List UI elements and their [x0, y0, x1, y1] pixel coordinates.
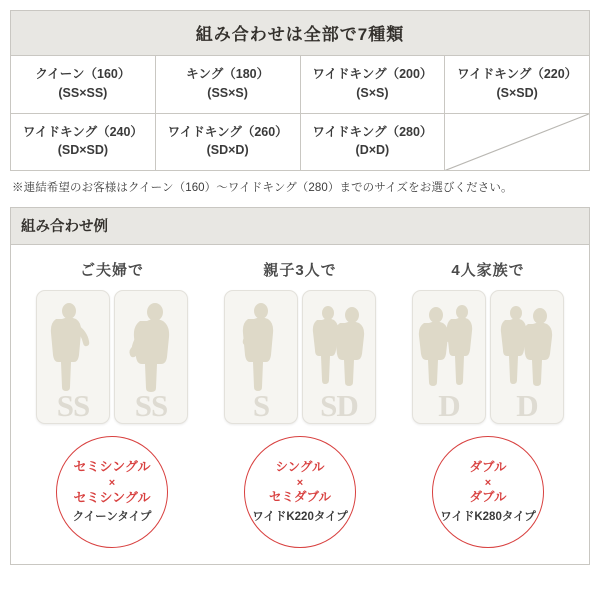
- table-cell: [301, 114, 446, 171]
- table-cell: [301, 56, 446, 113]
- bed-letter: S: [252, 388, 270, 424]
- bed-card: [224, 290, 298, 424]
- table-note: ※連結希望のお客様はクイーン（160）〜ワイドキング（280）までのサイズをお選びください。: [12, 182, 513, 194]
- combo-type-label: ワイドK280タイプ: [440, 510, 536, 523]
- table-cell-line1: ワイドキング（260）: [167, 124, 288, 139]
- table-cell: [156, 114, 301, 171]
- table-cell: [156, 56, 301, 113]
- parent-child-figure-icon: [308, 299, 370, 395]
- combo-bottom-label: セミダブル: [268, 490, 331, 504]
- parent-child-figure-icon: [418, 299, 480, 395]
- adult-male-figure-icon: [121, 299, 181, 395]
- example-heading: 親子3人で: [263, 262, 337, 280]
- bed-card: [412, 290, 486, 424]
- combo-type-label: ワイドK220タイプ: [252, 510, 348, 523]
- combo-times-symbol: ×: [484, 476, 492, 489]
- example-item: [395, 259, 581, 548]
- combination-table: [10, 10, 590, 171]
- combo-circle: [56, 436, 168, 548]
- adult-figure-icon: [235, 299, 287, 395]
- combo-circle-wrap: [207, 436, 393, 548]
- table-row: [11, 114, 589, 172]
- table-cell-empty: [445, 114, 589, 171]
- example-heading: ご夫婦で: [79, 262, 144, 280]
- table-cell-line1: ワイドキング（240）: [22, 124, 143, 139]
- bed-card: [302, 290, 376, 424]
- combo-top-label: セミシングル: [73, 459, 151, 475]
- table-cell: [11, 114, 156, 171]
- combo-circle: [244, 436, 356, 548]
- combo-circle-wrap: [19, 436, 205, 548]
- table-row: [11, 56, 589, 114]
- combo-top-label: ダブル: [469, 460, 507, 475]
- diagonal-strike-icon: [445, 114, 589, 171]
- table-cell-line2: (SS×S): [207, 85, 248, 100]
- bed-letter: D: [516, 388, 538, 424]
- bed-card: [114, 290, 188, 424]
- bed-letter: SD: [320, 388, 358, 424]
- bed-group: [207, 290, 393, 424]
- combo-bottom-label: ダブル: [469, 490, 507, 504]
- table-cell-line2: (S×S): [356, 85, 389, 100]
- bed-group: [19, 290, 205, 424]
- combo-top-label: シングル: [275, 460, 325, 475]
- bed-letter: SS: [56, 388, 90, 424]
- bed-group: [395, 290, 581, 424]
- parent-child-figure-icon: [496, 299, 558, 395]
- combo-type-label: クイーンタイプ: [72, 511, 152, 524]
- combination-table-title: 組み合わせは全部で7種類: [11, 11, 589, 56]
- adult-female-figure-icon: [45, 299, 101, 395]
- combo-circle-wrap: [395, 436, 581, 548]
- combo-bottom-label: セミシングル: [73, 490, 151, 505]
- table-cell-line2: (SD×D): [206, 143, 249, 158]
- bed-card: [36, 290, 110, 424]
- table-cell-line2: (D×D): [355, 143, 390, 158]
- table-cell: [11, 56, 156, 113]
- examples-list: [11, 245, 589, 564]
- table-cell-line1: ワイドキング（220）: [457, 67, 578, 81]
- page-root: [0, 10, 600, 610]
- bed-card: [490, 290, 564, 424]
- bed-letter: SS: [134, 388, 168, 424]
- table-cell: [445, 56, 589, 113]
- table-cell-line1: クイーン（160）: [35, 67, 131, 81]
- table-cell-line2: (S×SD): [496, 85, 538, 100]
- combo-times-symbol: ×: [296, 476, 304, 489]
- combo-times-symbol: ×: [108, 476, 116, 489]
- table-cell-line1: ワイドキング（200）: [312, 67, 433, 81]
- combo-circle: [432, 436, 544, 548]
- table-cell-line1: キング（180）: [186, 67, 270, 81]
- examples-title: 組み合わせ例: [11, 208, 589, 245]
- example-item: [19, 259, 205, 548]
- table-cell-line1: ワイドキング（280）: [312, 124, 433, 139]
- examples-section: [10, 207, 590, 565]
- example-heading: 4人家族で: [451, 262, 525, 280]
- example-item: [207, 259, 393, 548]
- bed-letter: D: [438, 388, 460, 424]
- table-cell-line2: (SD×SD): [57, 143, 109, 158]
- table-cell-line2: (SS×SS): [58, 85, 108, 100]
